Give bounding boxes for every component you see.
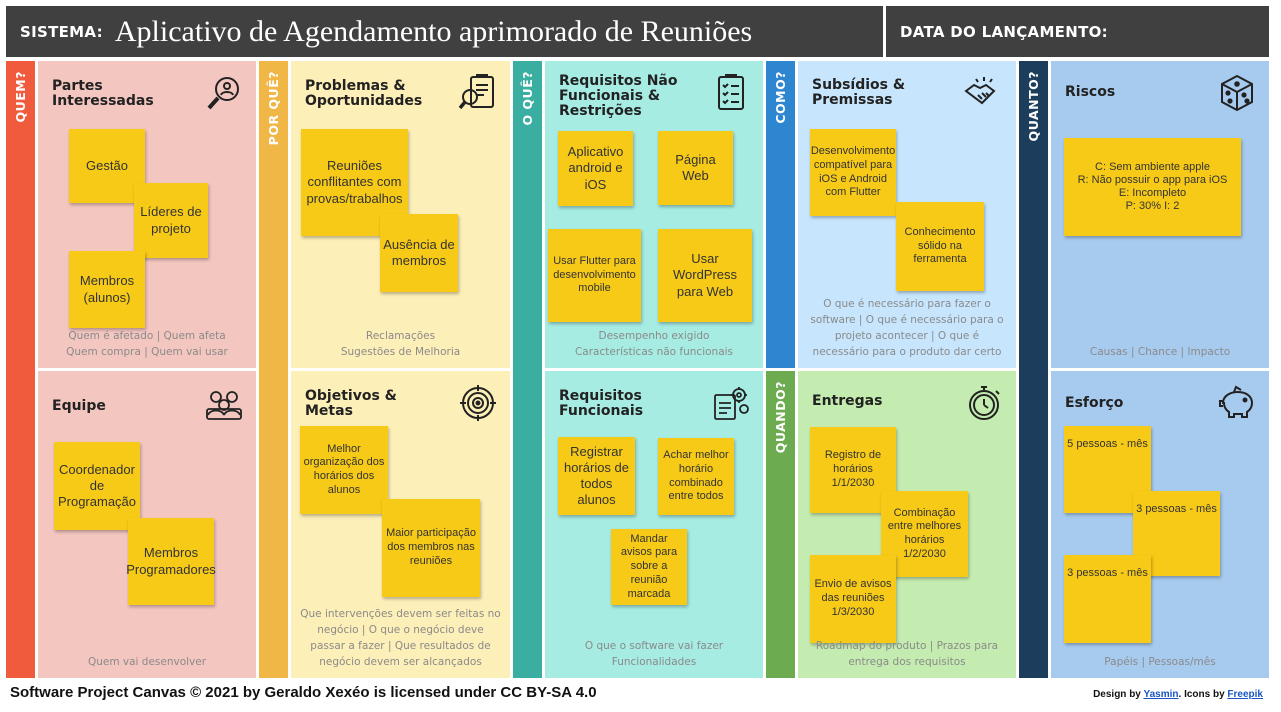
panel-requisitos-funcionais xyxy=(545,371,763,678)
sticky-note: Reuniões conflitantes com provas/trabalhos xyxy=(301,129,408,236)
strip-quem-label: QUEM? xyxy=(13,71,28,123)
page-title: Aplicativo de Agendamento aprimorado de Reuniões xyxy=(114,14,753,48)
panel-footer: Reclamações Sugestões de Melhoria xyxy=(340,330,461,358)
panel-footer: O que o software vai fazer Funcionalidades xyxy=(584,640,724,668)
sticky-note: Usar WordPress para Web xyxy=(658,229,752,322)
strip-quando xyxy=(766,371,795,678)
panel-footer: Quem vai desenvolver xyxy=(87,656,207,668)
panel-title: Requisitos Funcionais xyxy=(559,388,644,419)
piggy-bank-icon xyxy=(1217,383,1257,423)
document-gears-icon xyxy=(711,383,751,423)
sticky-note: Líderes de projeto xyxy=(134,183,208,258)
panel-title: Objetivos & Metas xyxy=(305,388,397,419)
sticky-note: Usar Flutter para desenvolvimento mobile xyxy=(548,229,641,322)
handshake-icon xyxy=(964,73,1004,113)
target-icon xyxy=(458,383,498,423)
sticky-note: Membros Programadores xyxy=(128,518,214,605)
panel-problemas-oportunidades xyxy=(291,61,510,368)
sticky-note: Ausência de membros xyxy=(380,214,458,292)
sticky-note: Página Web xyxy=(658,131,733,205)
sticky-note: Desenvolvimento compatível para iOS e Android com Flutter xyxy=(810,129,896,216)
panel-esforco xyxy=(1051,371,1269,678)
strip-como xyxy=(766,61,795,368)
panel-footer: Que intervenções devem ser feitas no negócio | O que o negócio deve passar a fazer | Que resultados de negócio devem ser alcançados xyxy=(300,608,501,668)
designer-link[interactable]: Yasmin xyxy=(1143,689,1179,700)
panel-footer: Papéis | Pessoas/mês xyxy=(1104,656,1216,668)
sticky-note: Conhecimento sólido na ferramenta xyxy=(896,202,984,291)
panel-riscos xyxy=(1051,61,1269,368)
panel-title: Requisitos Não Funcionais & Restrições xyxy=(559,73,678,119)
sticky-note: Maior participação dos membros nas reuniões xyxy=(382,499,480,597)
strip-quando-label: QUANDO? xyxy=(773,381,788,454)
launch-date-bar xyxy=(886,6,1269,57)
freepik-link[interactable]: Freepik xyxy=(1227,689,1263,700)
panel-title: Problemas & Oportunidades xyxy=(305,78,423,109)
panel-title: Esforço xyxy=(1065,395,1124,411)
panel-objetivos-metas xyxy=(291,371,510,678)
design-prefix: Design by xyxy=(1093,689,1141,700)
sticky-note: Gestão xyxy=(69,129,145,203)
panel-title: Partes Interessadas xyxy=(52,78,154,109)
license-text: Software Project Canvas © 2021 by Geraldo Xexéo is licensed under CC BY-SA 4.0 xyxy=(10,684,597,701)
sticky-note: Envio de avisos das reuniões 1/3/2030 xyxy=(810,555,896,643)
panel-title: Riscos xyxy=(1065,84,1116,100)
strip-oque xyxy=(513,61,542,678)
panel-title: Subsídios & Premissas xyxy=(812,77,906,108)
clipboard-search-icon xyxy=(458,73,498,113)
checklist-icon xyxy=(711,73,751,113)
panel-title: Equipe xyxy=(52,398,106,414)
panel-footer: O que é necessário para fazer o software | O que é necessário para o projeto acontecer | O que é necessário para o produto dar certo xyxy=(810,298,1004,358)
panel-footer: Quem é afetado | Quem afeta Quem compra | Quem vai usar xyxy=(66,330,228,358)
stopwatch-icon xyxy=(964,383,1004,423)
strip-quanto xyxy=(1019,61,1048,678)
credits xyxy=(1093,689,1263,700)
sticky-note: Achar melhor horário combinado entre todos xyxy=(658,438,734,515)
panel-footer: Roadmap do produto | Prazos para entrega dos requisitos xyxy=(815,640,999,668)
sticky-note: Registro de horários 1/1/2030 xyxy=(810,427,896,513)
sticky-note: Coordenador de Programação xyxy=(54,442,140,530)
sticky-note: 3 pessoas - mês xyxy=(1133,491,1220,576)
sticky-note: Mandar avisos para sobre a reunião marcada xyxy=(611,529,687,605)
header-bar xyxy=(6,6,883,57)
panel-requisitos-nao-funcionais xyxy=(545,61,763,368)
panel-partes-interessadas xyxy=(38,61,256,368)
strip-quanto-label: QUANTO? xyxy=(1026,71,1041,142)
strip-oque-label: O QUÊ? xyxy=(520,71,535,126)
stakeholders-search-icon xyxy=(204,73,244,113)
sticky-note: Registrar horários de todos alunos xyxy=(558,437,635,515)
sticky-note: Melhor organização dos horários dos alunos xyxy=(300,426,388,514)
panel-equipe xyxy=(38,371,256,678)
icons-prefix: . Icons by xyxy=(1178,689,1225,700)
sticky-note: Aplicativo android e iOS xyxy=(558,131,633,206)
system-label: SISTEMA: xyxy=(20,22,103,41)
dice-icon xyxy=(1217,73,1257,113)
strip-como-label: COMO? xyxy=(773,71,788,124)
strip-porque-label: POR QUÊ? xyxy=(266,71,281,146)
strip-porque xyxy=(259,61,288,678)
panel-entregas xyxy=(798,371,1016,678)
sticky-note: 3 pessoas - mês xyxy=(1064,555,1151,643)
panel-footer: Desempenho exigido Características não funcionais xyxy=(574,330,734,358)
panel-subsidios-premissas xyxy=(798,61,1016,368)
panel-footer: Causas | Chance | Impacto xyxy=(1089,346,1231,358)
strip-quem xyxy=(6,61,35,678)
sticky-note: Combinação entre melhores horários 1/2/2030 xyxy=(881,491,968,577)
launch-date-label: DATA DO LANÇAMENTO: xyxy=(900,22,1108,41)
sticky-note: C: Sem ambiente apple R: Não possuir o app para iOS E: Incompleto P: 30% I: 2 xyxy=(1064,138,1241,236)
sticky-note: 5 pessoas - mês xyxy=(1064,426,1151,513)
team-icon xyxy=(204,383,244,423)
panel-title: Entregas xyxy=(812,393,883,409)
sticky-note: Membros (alunos) xyxy=(69,251,145,328)
